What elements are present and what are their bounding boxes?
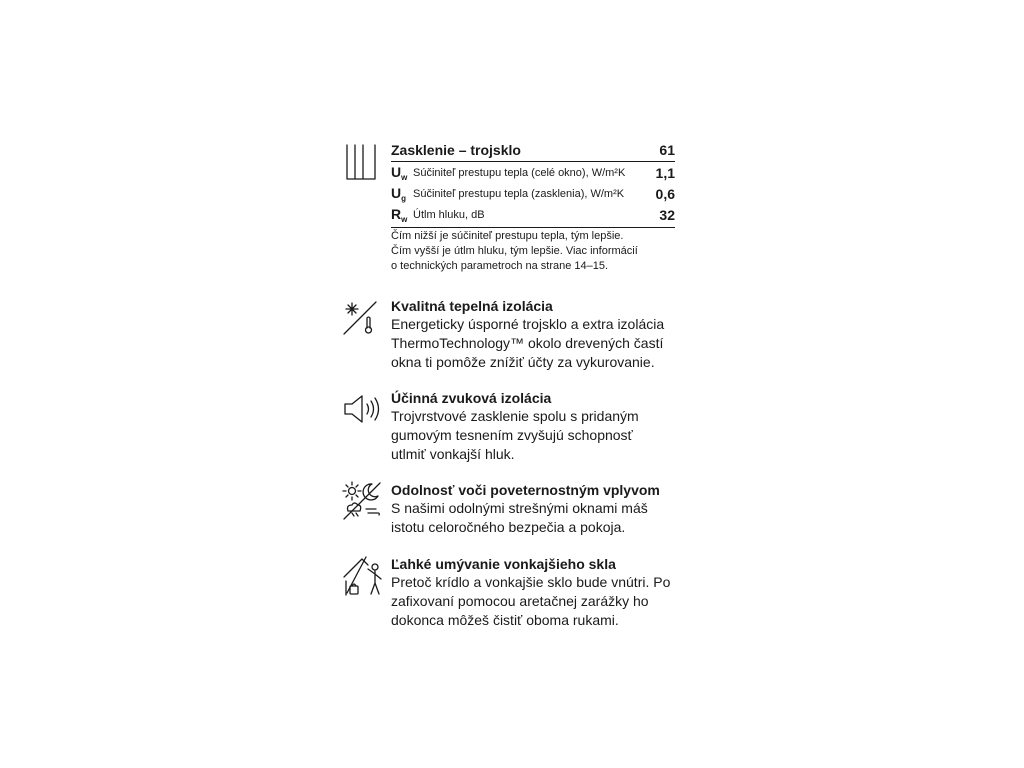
glazing-note: Čím nižší je súčiniteľ prestupu tepla, tým lepšie. Čím vyšší je útlm hluku, tým lepšie. Viac informácií o technických parametroch na strane 14–15.	[391, 230, 638, 272]
feature-body: Pretoč krídlo a vonkajšie sklo bude vnútri. Po zafixovaní pomocou aretačnej zarážky ho dokonca môžeš čistiť oboma rukami.	[391, 574, 671, 628]
divider	[391, 227, 675, 228]
spec-value: 0,6	[655, 185, 675, 202]
feature-title: Odolnosť voči poveternostným vplyvom	[391, 482, 660, 498]
spec-symbol: $U_w$	[391, 163, 408, 182]
glazing-code: 61	[659, 142, 675, 158]
feature-thermal-insulation	[391, 297, 701, 372]
spec-value: 1,1	[655, 164, 675, 181]
spec-label: Súčiniteľ prestupu tepla (celé okno), W/m²K	[413, 166, 626, 179]
spec-row	[391, 162, 675, 183]
spec-row	[391, 204, 675, 225]
glazing-spec-table	[391, 142, 675, 274]
triple-glazing-icon	[345, 143, 379, 183]
window-cleaning-icon	[342, 555, 384, 597]
glazing-title: Zasklenie – trojsklo	[391, 142, 521, 158]
feature-title: Ľahké umývanie vonkajšieho skla	[391, 556, 616, 572]
feature-body: S našimi odolnými strešnými oknami máš istotu celoročného bezpečia a pokoja.	[391, 500, 648, 535]
spec-label: Súčiniteľ prestupu tepla (zasklenia), W/m²K	[413, 187, 625, 200]
feature-title: Účinná zvuková izolácia	[391, 390, 552, 406]
weather-icon	[342, 481, 382, 521]
snowflake-thermometer-icon	[342, 300, 378, 336]
glazing-header	[391, 142, 675, 162]
spec-value: 32	[659, 206, 675, 223]
spec-symbol: $R_w$	[391, 205, 408, 224]
feature-body: Energeticky úsporné trojsklo a extra izolácia ThermoTechnology™ okolo drevených častí okna ti pomôže znížiť účty za vykurovanie.	[391, 316, 665, 370]
spec-label: Útlm hluku, dB	[413, 208, 485, 221]
feature-easy-cleaning	[391, 555, 701, 630]
feature-sound-insulation	[391, 389, 701, 464]
feature-title: Kvalitná tepelná izolácia	[391, 298, 553, 314]
spec-symbol: $U_g$	[391, 184, 407, 203]
feature-body: Trojvrstvové zasklenie spolu s pridaným gumovým tesnením zvyšujú schopnosť utlmiť vonkajší hluk.	[391, 408, 639, 462]
feature-weather-resistance	[391, 481, 701, 537]
spec-row	[391, 183, 675, 204]
speaker-icon	[343, 393, 383, 425]
